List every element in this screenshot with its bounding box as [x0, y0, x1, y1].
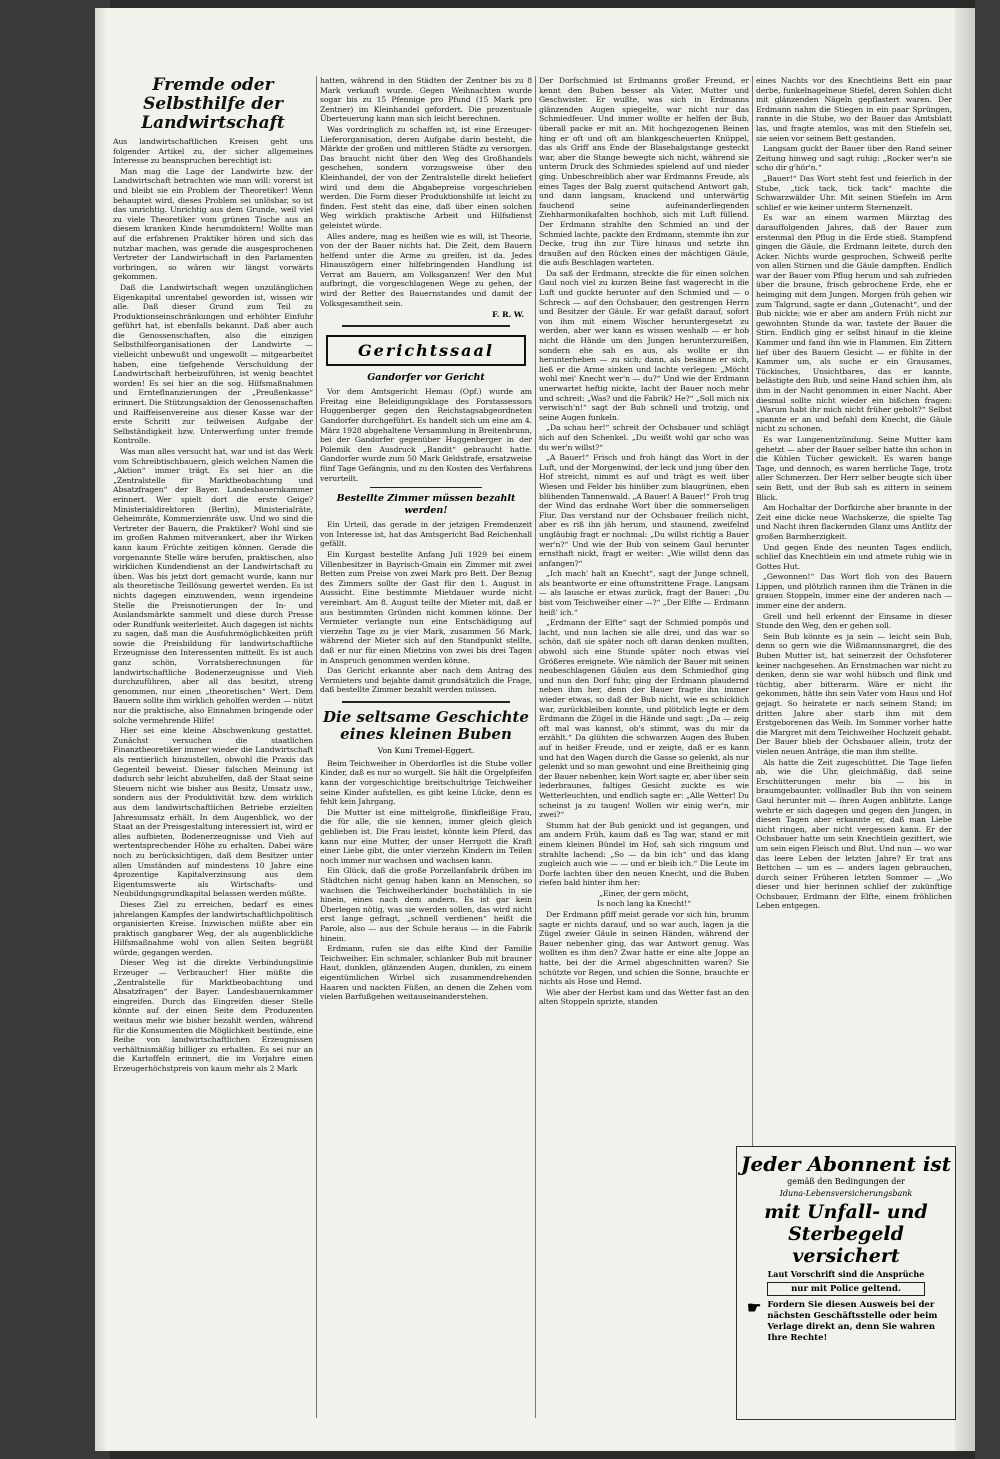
paragraph: Grell und hell erkennt der Einsame in dieser Stunde den Weg, den er gehen soll.	[756, 611, 952, 631]
paragraph: Dieses Ziel zu erreichen, bedarf es eines jahrelangen Kampfes der landwirtschaftlichpolitisch organisierten Kreise. Inzwischen müßte aber ein praktisch gangbarer Weg, der als augenblickliche Hilfsmaßnahme wohl von allen Seiten begrüßt würde, gegangen werden.	[113, 899, 313, 957]
pointing-hand-icon: ☛	[747, 1298, 762, 1317]
paragraph: Ein Kurgast bestellte Anfang Juli 1929 bei einem Villenbesitzer in Bayrisch-Gmain ein Zimmer mit zwei Betten zum Preise von zwei Mark pro Bett. Der Bezug des Zimmers sollte der Gast für den 1. August in Aussicht. Eine bestimmte Mietdauer wurde nicht vereinbart. Am 8. August teilte der Mieter mit, daß er aus bestimmten Gründen nicht kommen könne. Der Vermieter verlangte nun eine Entschädigung auf vierzehn Tage zu je vier Mark, zusammen 56 Mark, während der Mieter sich auf den Standpunkt stellte, daß er nur für einen Mietzins von zwei bis drei Tagen in Anspruch genommen werden könne.	[320, 549, 532, 665]
article-intro: Aus landwirtschaftlichen Kreisen geht uns folgender Artikel zu, der sicher allgemeines Interesse zu beanspruchen berechtigt ist:	[113, 137, 313, 166]
paragraph: „A Bauer!“ Frisch und froh hängt das Wort in der Luft, und der Morgenwind, der leck und jung über den Hof streicht, nimmt es auf und trägt es weit über Wiesen und Felder bis hinüber zum blaugrünen, eben blühenden Tannenwald. „A Bauer! A Bauer!“ Froh trug der Wind das erdnahe Wort über die sommerseligen Flur. Das verstand nur der Ochsbauer freilich nicht, aber es riß ihn jäh herum, und staunend, zweifelnd ungläubig fragt er nochmal: „Du willst richtig a Bauer wer'n?“ Und wie der Bub von seinem Gaul herunter ernsthaft nickt, fragt er weiter: „Wie willst denn das anfangen?“	[539, 453, 749, 568]
article-byline: Von Kuni Tremel-Eggert.	[377, 745, 475, 755]
article-headline: Fremde oder Selbsthilfe der Landwirtschaft	[141, 76, 285, 133]
paragraph: Ein Glück, daß die große Porzellanfabrik drüben im Städtchen nicht genug haben kann an Menschen, so wachsen die Teichweiherkinder buchstäblich in sie hinein, eines nach dem andern. Es ist gar kein Überlegen nötig, was sie werden sollen, das wird nicht erst lange gefragt, „schnell verdienen“ heißt die Parole, also — aus der Schule heraus — in die Fabrik hinein.	[320, 866, 532, 943]
section-title: Gerichtssaal	[358, 341, 494, 361]
ad-footer-text: Fordern Sie diesen Ausweis bei der nächsten Geschäftsstelle oder beim Verlage direkt an, denn Sie wahren Ihre Rechte!	[767, 1300, 938, 1343]
paragraph: Am Hochaltar der Dorfkirche aber brannte in der Zeit eine dicke neue Wachskerze, die spielte Tag und Nacht ihren flackernden Glanz ums Antlitz der großen Barmherzigkeit.	[756, 503, 952, 541]
ad-headline: mit Unfall- und Sterbegeld versichert	[764, 1201, 928, 1267]
paragraph: Daß die Landwirtschaft wegen unzulänglichen Eigenkapital unrentabel geworden ist, wissen wir alle. Daß dieser Grund zum Teil zu Produktionseinschränkungen und erhöhter Einfuhr geführt hat, ist ebenfalls bekannt. Daß aber auch die Genossenschaften, also die einzigen Selbsthilfeorganisationen der Landwirte — vielleicht unbewußt und ungewollt — mitgearbeitet haben, eine tiefgehende Verschuldung der Landwirtschaft herbeizuführen, ist wenig beachtet worden! Es sei hier an die sog. Hilfsmaßnahmen und Ernteflnanzierungen der „Preußenkasse“ erinnert. Die Stützungsaktion der Genossenschaften und Raiffeisenvereine aus dieser Kasse war der erste Schritt zur teilweisen Aufgabe der Selbständigkeit bzw. Unterwerfung unter fremde Kontrolle.	[113, 282, 313, 446]
ad-text: Laut Vorschrift sind die Ansprüche	[767, 1269, 925, 1279]
divider	[370, 487, 482, 488]
article-headline: Gandorfer vor Gericht	[367, 372, 485, 384]
paragraph: Der Erdmann pfiff meist gerade vor sich hin, brumm sagte er nichts darauf, und so war auch, lagen ja die Zügel zweier Gäule in seinen Händen, während der Bauer nebenher ging, das war Antwort genug. Was wollten es ihm den? Zwar hatte er eine alte Joppe an hatte, bei der die Armel abgeschnitten waren? Sie schützte vor Regen, und schien die Sonne, brauchte er nichts als Hose und Hemd.	[539, 910, 749, 987]
ad-boxed-text: nur mit Police geltend.	[767, 1282, 925, 1296]
paragraph: Das Gericht erkannte aber nach dem Antrag des Vermieters und bejahte damit grundsätzlich die Frage, daß bestellte Zimmer bezahlt werden müssen.	[320, 666, 532, 695]
column-rule	[316, 76, 317, 1418]
paragraph: „Gewonnen!“ Das Wort floh von des Bauern Lippen, und plötzlich rannen ihm die Tränen in die grauen Stoppeln, immer eine der anderen nach — immer eine der andern.	[756, 572, 952, 611]
paragraph: Sein Bub könnte es ja sein — leicht sein Bub, denn so gern wie die Wißmannsmargret, die des Buben Mutter ist, hat seinerzeit der Ochsfoterer keiner nachgesehen. An Ernstmachen war nicht zu denken, denn sie war wohl hübsch und flink und tüchtig, aber bitterarm. Wäre er nicht ihr gekommen, hätte ihn sein Vater vom Haus und Hof gejagt. So heiratete er nach seinem Stand; im dritten Jahre aber starb ihm mit dem Erstgeborenen das Weib. Im Sommer vorher hatte die Margret mit dem Teichweiher Hochzeit gehabt. Der Bauer blieb der Ochsbauer allein, trotz der vielen neuen Anträge, die man ihm stellte.	[756, 631, 952, 756]
paragraph: Es war Lungenentzündung. Seine Mutter kam gehetzt — aber der Bauer selber hatte ihn schon in die Kühlen Tücher gewickelt. Es waren bange Tage, und dennoch, es waren herrliche Tage, trotz aller Schmerzen. Der Herr selber beugte sich über sein Bett, und der Bub sah es zittern in seinem Blick.	[756, 434, 952, 502]
column-2	[320, 76, 532, 1442]
paragraph: Dieser Weg ist die direkte Verbindungslinie Erzeuger — Verbraucher! Hier müßte die „Zentralstelle für Marktbeobachtung und Absatzfragen“ der Bayer. Landesbauernkammer eingreifen. Durch das Eingreifen dieser Stelle könnte auf der einen Seite dem Produzenten weitaus mehr wie bisher bezahlt werden, während für die Konsumenten die Möglichkeit bestünde, eine Reihe von landwirtschaftlichen Erzeugnissen verhältnismäßig billiger zu erhalten. Es sei nur an die Kartoffeln erinnert, die im Vorjahre einen Erzeugerhöchstpreis von kaum mehr als 2 Mark	[113, 958, 313, 1073]
paragraph: Erdmann, rufen sie das elfte Kind der Familie Teichweiher. Ein schmaler, schlanker Bub mit brauner Haut, dunklen, glänzenden Augen, dunklen, zu einem eigentümlichen Wirbel sich zusammendrehenden Haaren und nackten Füßen, an denen die Zehen vom vielen Barfußgehen weitauseinanderstehen.	[320, 944, 532, 1002]
paragraph: Und gegen Ende des neunten Tages endlich, schlief das Knechtlein ein und atmete ruhig wie in Gottes Hut.	[756, 542, 952, 571]
paragraph: Als hatte die Zeit zugeschüttet. Die Tage liefen ab, wie die Uhr, gleichmäßig, daß seine Erschütterungen mehr bis — bis in braumgebaunter, volllnadler Bub ihn von seinem Gaul herunter mit — ihren Augen anblitzte. Lange wehrte er sich dagegen und gegen den Jungen, in diesen Tagen aber erkannte er, daß man Liebe nicht ringen, aber nicht vergessen kann. Er der Ochsbauer hatte um sein Knechtlein gezittert, wie um sein eigen Fleisch und Blut. Und nun — wo war das leere Leben der letzten Jahre? Er trat ans Bettchen — um es — anders lagen gebrauchen, durch seiner Früheren letzten Sommer — „Wo dieser und hier herinnen schlief der zukünftige Ochsbauer, Erdmann der Elfte, einem fröhlichen Leben entgegen.	[756, 757, 952, 911]
paragraph: „Bauer!“ Das Wort steht fest und feierlich in der Stube, „tick tack, tick tack“ machte die Schwarzwälder Uhr. Mit seinen Stiefeln im Arm schlief er wie keiner unterm Sternenzelt.	[756, 173, 952, 212]
scan-background-left	[0, 0, 110, 1459]
section-divider	[342, 325, 510, 327]
paragraph: hatten, während in den Städten der Zentner bis zu 8 Mark verkauft wurde. Gegen Weihnachten wurde sogar bis zu 15 Pfennige pro Pfund (15 Mark pro Zentner) im Kleinhandel gefordert. Die prozentuale Überteuerung kann man sich leicht berechnen.	[320, 76, 532, 124]
ad-title: Jeder Abonnent ist	[741, 1152, 951, 1176]
verse-line: „Einer, der gern möcht,	[599, 888, 689, 898]
paragraph: Hier sei eine kleine Abschwenkung gestattet. Zunächst versuchen die staatlichen Finanztheoretiker immer wieder die Landwirtschaft als rentierlich hinzustellen, obwohl die Praxis das Gegenteil beweist. Dieser falschen Meinung ist dadurch sehr leicht abzuhelfen, daß der Staat seine Steuern nicht wie bisher aus Besitz, Umsatz usw., sondern aus der Produktivität bzw. dem wirklich aus dem landwirtschaftlichen Betriebe erzielten Jahresumsatz erhält. In dem Augenblick, wo der Staat an der Preisgestaltung interessiert ist, wird er alles aufbieten, Bodenerzeugnisse und Vieh auf wertentsprechender Höhe zu erhalten. Dabei wäre noch zu berücksichtigen, daß dem Besitzer unter allen Umständen auf mindestens 10 Jahre eine 4prozentige Kapitalverzinsung aus dem Eigentumswerte als Wirtschafts- und Neubildungsgrundkapital belassen werden müßte.	[113, 726, 313, 899]
paragraph: Beim Teichweiher in Oberdorfles ist die Stube voller Kinder, daß es nur so wurgelt. Sie hält die Orgelpfeifen kann der vorgeschichtige breitschultrige Teichweiher seine Kinder aufstellen, es gibt keine Lücke, denn es fehlt kein Jahrgang.	[320, 758, 532, 807]
paragraph: Vor dem Amtsgericht Hemau (Opf.) wurde am Freitag eine Beleidigungsklage des Forstassessors Huggenberger gegen den Reichstagsabgeordneten Gandorfer durchgeführt. Es handelt sich um eine am 4. März 1928 abgehaltene Versammlung in Breitenbrunn, bei der Gandorfer gegenüber Huggenberger in der Polemik den Ausdruck „Bandit“ gebraucht hatte. Gandorfer wurde zum 50 Mark Geldstrafe, ersatzweise fünf Tage Gefängnis, und zu den Kosten des Verfahrens verurteilt.	[320, 387, 532, 483]
paragraph: Da saß der Erdmann, streckte die für einen solchen Gaul noch viel zu kurzen Beine fast wagerecht in die Luft und guckte herunter auf den Schmied und — o Schreck — auf den Ochsbauer, den gestrengen Herrn und Besitzer der Gäule. Er war gefaßt darauf, sofort von ihm mit einem Wischer heruntergesetzt zu werden, aber wer kann es wissen weshalb — er hob nicht die Hände um den Jungen herunterzureißen, sondern ehe sah es aus, als wollte er ihn herunterheben — zu sich; dann, als besänne er sich, ließ er die Arme sinken und lachte verlegen: „Möcht wohl mei' Knecht wer'n — du?“ Und wie der Erdmann unerwartet heftig nickte, lacht der Bauer noch mehr und schreit: „Was? und die Fabrik? He?“ „Soll mich nix verwisch'n!“ sagt der Bub schnell und trotzig, und seine Augen funkeln.	[539, 268, 749, 422]
paragraph: Der Dorfschmied ist Erdmanns großer Freund, er kennt den Buben besser als Vater, Mutter und Geschwister. Er wußte, was sich in Erdmanns glänzenden Augen spiegelte, war nicht nur das Schmiedfeuer. Und immer wollte er helfen der Bub, überall packe er mit an. Mit hochgezogenen Beinen hing er oft und oft am blankgescheuerten Knüppel, das als Griff ans Ende der Blasebalgstange gesteckt war, aber die Stange bewegte sich nicht, während sie unterm Druck des Schmiedes spielend auf und nieder ging. Unbeschreiblich aber war Erdmanns Freude, als eines Tages der Balg zuerst quitschend Antwort gab, und dann langsam, knackend und unterwärtig fauchend seine aufeinanderliegenden Ziehharmonikafalten hochhob, sich mit Luft füllend. Der Erdmann strahlte den Schmied an und der Schmied lachte, packte den Erdmann, stemmte ihn zur Decke, trug ihn zur Türe hinaus und setzte ihn draußen auf den Rücken eines der mächtigen Gäule, die aufs Beschlagen warteten.	[539, 76, 749, 268]
paragraph: Ein Urteil, das gerade in der jetzigen Fremdenzeit von Interesse ist, hat das Amtsgericht Bad Reichenhall gefällt.	[320, 520, 532, 549]
verse-line: Is noch lang ka Knecht!“	[597, 899, 691, 909]
article-signature: F. R. W.	[492, 310, 524, 320]
paragraph: Alles andere, mag es heißen wie es will, ist Theorie, von der der Bauer nichts hat. Die Zeit, dem Bauern helfend unter die Arme zu greifen, ist da. Jedes Hinauszögern einer hilfebringenden Handlung ist Verrat am Bauern, am Volksganzen! Wer den Mut aufbringt, die vorgeschlagenen Wege zu gehen, der wird der Retter des Bauernstandes und damit der Volksgesamtheit sein.	[320, 231, 532, 308]
scan-background-right	[975, 0, 1000, 1459]
paragraph: Wie aber der Herbst kam und das Wetter fast an den alten Stoppeln sprizte, standen	[539, 987, 749, 1007]
paragraph: „Ich mach' halt an Knecht“, sagt der Junge schnell, als beantworte er eine oftumstrittene Frage. Langsam — als lausche er etwas zurück, fragt der Bauer: „Du bist vom Teichweiher einer —?“ „Der Elfte — Erdmann heiß' ich.“	[539, 569, 749, 617]
paragraph: Was man alles versucht hat, war und ist das Werk vom Schreibtischbauern, gleich welchen Namen die „Aktion“ immer trägt. Es sei hier an die „Zentralstelle für Marktbeobachtung und Absatzfragen“ der Bayer. Landesbauernkammer erinnert. Wer spielt dort die erste Geige? Ministerialdirektoren (Berlin), Ministerialräte, Geheimräte, Kommerzienräte usw. Und wo sind die Vertreter der Bauern, die Praktiker? Wohl sind sie im großen Rahmen mitverankert, aber ihr Wirken kann kaum Früchte zeitigen können. Gerade die vorgenannte Stelle wäre berufen, praktischen, also wirklichen Kundendienst an der Landwirtschaft zu üben. Was bis jetzt dort gemacht wurde, kann nur als theoretische Teillösung gewertet werden. Es ist nichts dagegen einzuwenden, wenn irgendeine Stelle die Preisnotierungen der In- und Auslandsmärkte sammelt und diese durch Presse oder Rundfunk weiterleitet. Auch dagegen ist nichts zu sagen, daß man die Ausfuhrmöglichkeiten prüft sowie die Preisbildung für landwirtschaftliche Erzeugnisse den Interessenten mitteilt. Es ist auch ganz schön, Vorratsberechnungen für landwirtschaftliche Bodenerzeugnisse und Vieh durchzuführen, aber all das besitzt, streng genommen, nur einen „theoretischen“ Wert. Dem Bauern sollte ihm wirklich geholfen werden — nützt nur die praktische, also Einnahmen bringende oder solche vermehrende Hilfe!	[113, 447, 313, 725]
section-header-box	[326, 335, 526, 366]
paragraph: Was vordringlich zu schaffen ist, ist eine Erzeuger-Lieferorganisation, deren Aufgabe darin besteht, die Märkte der großen und mittleren Städte zu versorgen. Das braucht nicht über den Weg des Großhandels geschehen, sondern vorzugsweise über den Kleinhandel, der von der Zentralstelle direkt beliefert wird und dem die Abgabepreise vorgeschrieben werden. Die Form dieser Produktionshilfe ist leicht zu finden. Fest steht das eine, daß über einen solchen Weg wirklich praktische Arbeit und Hilfsdienst geleistet würde.	[320, 124, 532, 230]
section-divider	[342, 701, 510, 703]
ad-text: gemäß den Bedingungen der	[787, 1177, 905, 1186]
column-4	[756, 76, 952, 1142]
column-3	[539, 76, 749, 1442]
paragraph: Stumm hat der Bub genickt und ist gegangen, und am andern Früh, kaum daß es Tag war, stand er mit einem kleinen Bündel im Hof, sah sich ringsum und strahlte lachend: „So — da bin ich“ und das klang zugleich auch wie — — und er bleib ich.“ Die Leute im Dorfe lachten über den neuen Knecht, und die Buben riefen bald hinter ihm her:	[539, 820, 749, 888]
paragraph: „Erdmann der Elfte“ sagt der Schmied pompös und lacht, und nun lachen sie alle drei, und das war so schön, daß sie später noch oft daran denken mußten, obwohl sich eine Stunde später noch etwas viel Größeres ereignete. Wie nämlich der Bauer mit seinen neubeschlagenen Gäulen aus dem Schmiedhof ging und nun den Dorf fuhr, ging der Erdmann plaudernd neben ihm her, denn der Bauer fragte ihn immer wieder etwas, so daß der Bub nicht, wie es schicklich war, zurückbleiben konnte, und plötzlich legte er dem Erdmann die Zügel in die Hände und sagt: „Da — zeig oft mal was kannst, ob's stimmt, was du mir da erzählt.“ Da glühten die schwarzen Augen des Buben auf in heißer Freude, und er zeigte, daß er es kann und hat den Wagen durch die Gasse so gelenkt, als nur gelenkt und so man gewohnt und eine Breitheinig ging der Bauer nebenher, kein Wort sagte er, aber über sein lederbraunes, faltiges Gesicht zuckte es wie Wetterleuchten, und endlich sagte er: „Alle Wetter! Du scheinst ja zu taugen! Wollen wir einig wer'n, mir zwei?“	[539, 618, 749, 820]
ad-footer	[747, 1300, 945, 1344]
paragraph: eines Nachts vor des Knechtleins Bett ein paar derbe, funkelnagelneue Stiefel, deren Sohlen dicht mit glänzenden Nägeln gepflastert waren. Der Erdmann nahm die Stiegen in ein paar Sprüngen, rannte in die Stube, wo der Bauer das Amtsblatt las, und fragte atemlos, was mit den Stiefeln sei, sie seien vor seinem Bett gestanden.	[756, 76, 952, 143]
ad-text: Iduna-Lebensversicherungsbank	[779, 1189, 913, 1198]
paragraph: „Da schau her!“ schreit der Ochsbauer und schlägt sich auf den Schenkel. „Du weißt wohl gar scho was du wer'n willst?“	[539, 423, 749, 452]
article-headline: Die seltsame Geschichte eines kleinen Buben	[323, 707, 529, 743]
paragraph: Langsam guckt der Bauer über den Rand seiner Zeitung hinweg und sagt ruhig: „Rocker wer'n sie scho dir g'hör'n.“	[756, 144, 952, 173]
column-rule	[535, 76, 536, 1418]
subscriber-insurance-ad	[736, 1146, 956, 1420]
page-fold	[955, 8, 977, 1451]
paragraph: Die Mutter ist eine mittelgroße, flinkfleißige Frau, die für alle, die sie kennen, immer gleich gleich geblieben ist. Die Frau leistet, könnte kein Pferd, das kann nur eine Mutter, der unser Herrgott die Kraft einer Liebe gibt, die unter vierzehn Kindern im Teilen noch immer nur wachsen und wachsen kann.	[320, 807, 532, 865]
article-headline: Bestellte Zimmer müssen bezahlt werden!	[336, 493, 516, 517]
paragraph: Es war an einem warmen Märztag des darauffolgenden Jahres, daß der Bauer zum erstenmal den Pflug in die Erde stieß. Stampfend gingen die Gäule, die Erdmann leitete, durch den Acker. Nichts wurde gesprochen, Schweiß perlte von allen Stirnen und die Gäule dampften. Endlich war der Bauer vom Pflug herum und sah zufrieden über die braune, frisch gebrochene Erde, ehe er heimging mit dem Jungen. Morgen früh gehen wir zum Talgrund, sagte er dann „Gutenacht“, und der Bub nickte; wie er aber am andern Früh nicht zur gewohnten Stunde da war, tastete der Bauer die Stirn. Endlich ging er selbst hinauf in die kleine Kammer und fand ihn wie in Flammen. Ein Zittern lief über des Bauern Gesicht — er fühlte in der Kammer um, als suche er ein Grausames, Tückisches, Unsichtbares, das er kannte, belästigte den Bub, und seine Hand schien ihm, als ihm in der Nacht genommen in einer Nacht. Aber diesmal sollte nicht wieder ein bißchen fragen: „Warum habt ihr mich nicht früher geholt?“ Selbst spannte er an und befahl dem Knecht, die Gäule nicht zu schonen.	[756, 213, 952, 434]
paragraph: Man mag die Lage der Landwirte bzw. der Landwirtschaft betrachten wie man will: vorerst ist und bleibt sie ein Problem der Theoretiker! Wenn behauptet wird, dieses Problem sei unlösbar, so ist das unrichtig. Unrichtig aus dem Grunde, weil viel zu viele Theoretiker vom grünen Tische aus an diesem kranken Kinde herumdoktern! Wollte man auf die erfahrenen Praktiker hören und sich das nutzbar machen, was gerade die ausgesprochenen Vertreter der Landwirtschaft in den Parlamenten vorbringen, so wären wir längst vorwärts gekommen.	[113, 166, 313, 282]
column-1	[113, 76, 313, 1442]
